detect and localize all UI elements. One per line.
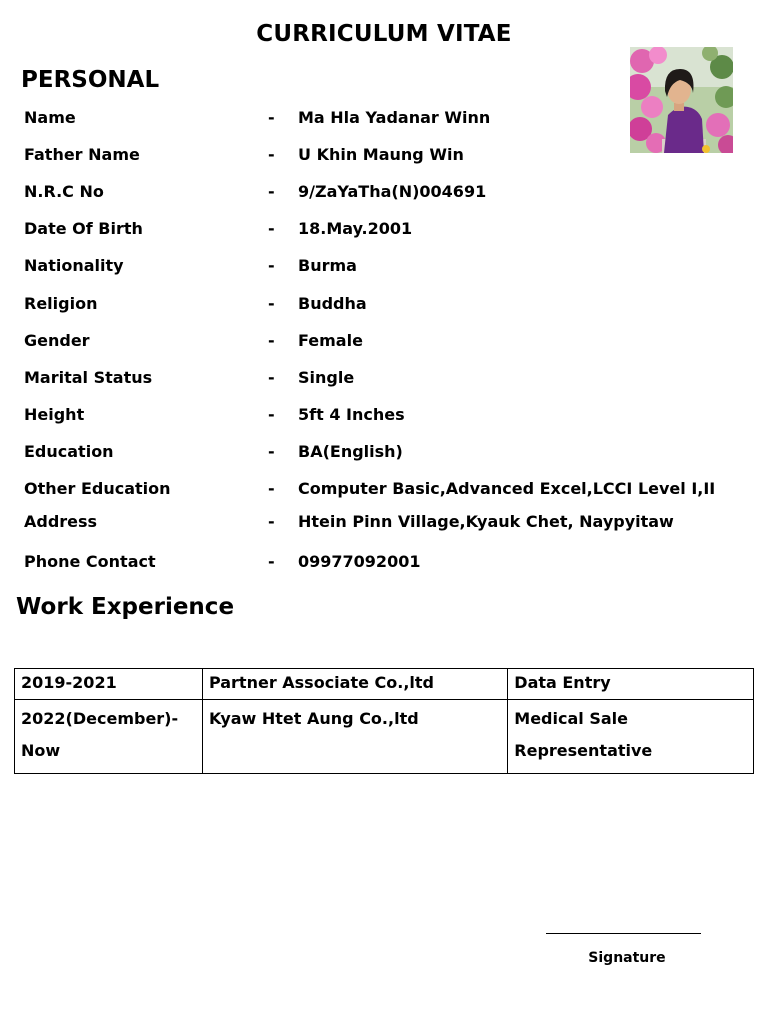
row-separator: -	[268, 512, 275, 531]
personal-row-height	[0, 404, 768, 426]
row-label: N.R.C No	[24, 182, 104, 201]
personal-row-phone-contact	[0, 551, 768, 573]
row-label: Height	[24, 405, 85, 424]
row-value: 09977092001	[298, 552, 421, 571]
row-label: Marital Status	[24, 368, 153, 387]
row-value: Ma Hla Yadanar Winn	[298, 108, 491, 127]
work-period: 2022(December)- Now	[15, 700, 203, 774]
row-value: Single	[298, 368, 355, 387]
row-separator: -	[268, 256, 275, 275]
row-separator: -	[268, 182, 275, 201]
row-separator: -	[268, 331, 275, 350]
personal-row-education	[0, 441, 768, 463]
personal-row-gender	[0, 330, 768, 352]
work-experience-table	[14, 668, 754, 774]
row-separator: -	[268, 552, 275, 571]
row-separator: -	[268, 108, 275, 127]
row-value: Buddha	[298, 294, 367, 313]
work-experience-heading: Work Experience	[16, 594, 235, 620]
row-value: Htein Pinn Village,Kyauk Chet, Naypyitaw	[298, 512, 674, 531]
row-label: Gender	[24, 331, 90, 350]
personal-row-address	[0, 511, 768, 533]
row-separator: -	[268, 145, 275, 164]
row-separator: -	[268, 479, 275, 498]
row-separator: -	[268, 219, 275, 238]
row-label: Name	[24, 108, 76, 127]
row-value: U Khin Maung Win	[298, 145, 464, 164]
row-separator: -	[268, 405, 275, 424]
personal-row-other-education	[0, 478, 768, 500]
row-label: Religion	[24, 294, 98, 313]
personal-row-nrc-no	[0, 181, 768, 203]
signature-line	[546, 933, 701, 934]
row-label: Date Of Birth	[24, 219, 143, 238]
row-label: Nationality	[24, 256, 124, 275]
personal-row-name	[0, 107, 768, 129]
profile-photo	[630, 47, 733, 153]
personal-row-religion	[0, 293, 768, 315]
work-company: Partner Associate Co.,ltd	[202, 669, 507, 700]
table-row	[15, 669, 754, 700]
row-separator: -	[268, 442, 275, 461]
signature-label: Signature	[588, 950, 666, 966]
personal-row-date-of-birth	[0, 218, 768, 240]
row-label: Phone Contact	[24, 552, 156, 571]
row-value: 5ft 4 Inches	[298, 405, 405, 424]
row-value: Female	[298, 331, 363, 350]
row-label: Father Name	[24, 145, 140, 164]
row-label: Education	[24, 442, 114, 461]
work-position: Medical Sale Representative	[508, 700, 754, 774]
personal-row-father-name	[0, 144, 768, 166]
row-value: 18.May.2001	[298, 219, 413, 238]
personal-row-nationality	[0, 255, 768, 277]
document-title: CURRICULUM VITAE	[256, 21, 512, 47]
work-company: Kyaw Htet Aung Co.,ltd	[202, 700, 507, 774]
row-value: 9/ZaYaTha(N)004691	[298, 182, 487, 201]
personal-row-marital-status	[0, 367, 768, 389]
row-label: Other Education	[24, 479, 171, 498]
profile-photo-icon	[630, 47, 733, 153]
table-row	[15, 700, 754, 774]
work-period: 2019-2021	[15, 669, 203, 700]
personal-heading: PERSONAL	[21, 67, 160, 93]
row-value: Burma	[298, 256, 357, 275]
row-separator: -	[268, 294, 275, 313]
row-value: Computer Basic,Advanced Excel,LCCI Level I,II	[298, 479, 716, 498]
row-separator: -	[268, 368, 275, 387]
row-label: Address	[24, 512, 98, 531]
row-value: BA(English)	[298, 442, 403, 461]
work-position: Data Entry	[508, 669, 754, 700]
